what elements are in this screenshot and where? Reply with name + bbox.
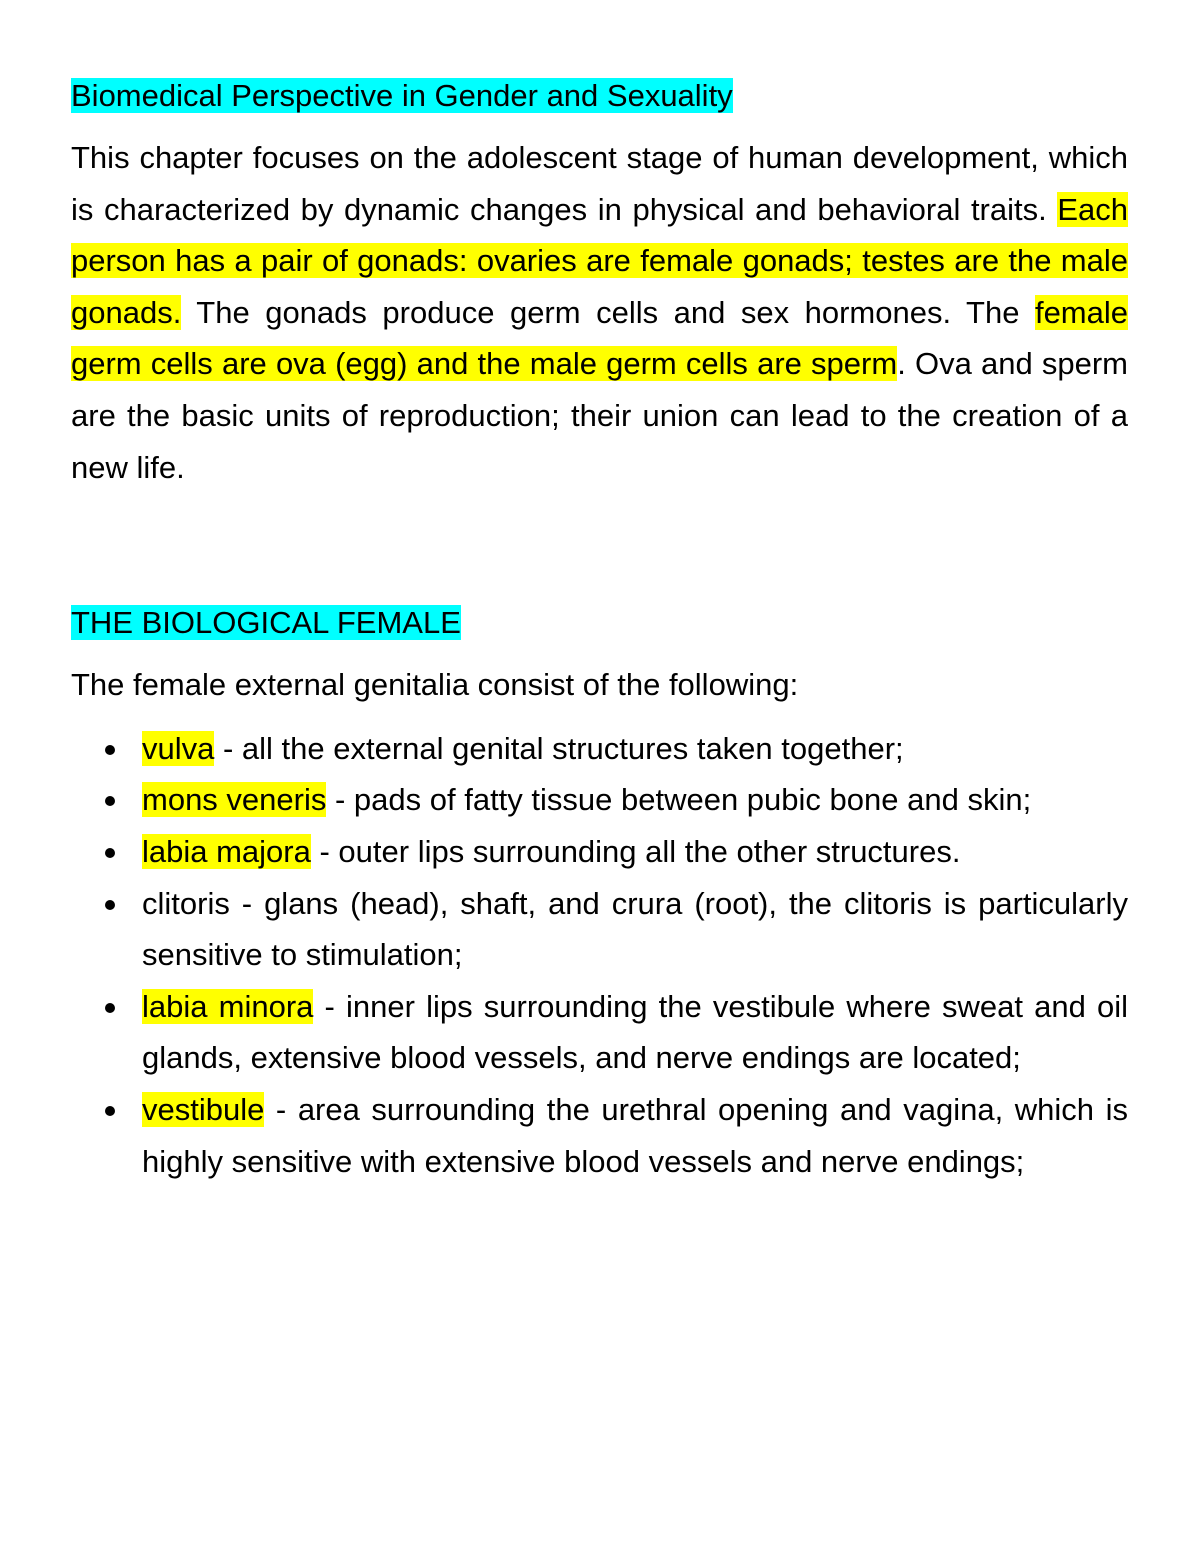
list-item-term: labia minora [142,988,314,1024]
list-intro: The female external genitalia consist of the following: [71,667,799,703]
section-heading [71,597,1128,649]
genitalia-list [71,723,1128,1187]
intro-highlight-gonads: Each person has a pair of gonads: ovaries are female gonads; testes are the male gonads. [71,191,1128,330]
list-item-desc: - pads of fatty tissue between pubic bone and skin; [326,782,1032,818]
intro-text-1: This chapter focuses on the adolescent stage of human development, which is characterized by dynamic changes in physical and behavioral traits. [71,140,1128,227]
list-item-desc: - outer lips surrounding all the other structures. [310,833,961,869]
list-item-desc: - glans (head), shaft, and crura (root), the clitoris is particularly sensitive to stimulation; [142,885,1128,973]
bullet-icon [105,745,115,755]
list-item-desc: - area surrounding the urethral opening and vagina, which is highly sensitive with extensive blood vessels and nerve endings; [142,1091,1128,1179]
list-item-term: mons veneris [142,782,327,818]
bullet-icon [105,796,115,806]
list-item-term: labia majora [142,833,311,869]
document-page [71,70,1128,1187]
list-item [71,774,1128,826]
list-item [71,981,1128,1084]
list-item-term: vulva [142,730,215,766]
intro-highlight-germ-cells: female germ cells are ova (egg) and the male germ cells are sperm [71,294,1128,382]
section-heading-text: THE BIOLOGICAL FEMALE [71,605,461,641]
intro-paragraph [71,132,1128,493]
intro-text-3: . Ova and sperm are the basic units of reproduction; their union can lead to the creation of a new life. [71,346,1128,485]
list-item-desc: - all the external genital structures taken together; [214,730,904,766]
bullet-icon [105,1003,115,1013]
intro-text-2: The gonads produce germ cells and sex hormones. The [181,294,1035,330]
list-item-term: clitoris [142,885,230,921]
list-item [71,878,1128,981]
document-title-text: Biomedical Perspective in Gender and Sexuality [71,78,733,113]
list-item-term: vestibule [142,1091,265,1127]
bullet-icon [105,848,115,858]
list-item [71,826,1128,878]
bullet-icon [105,1106,115,1116]
list-item [71,723,1128,775]
document-title [71,70,1128,122]
list-item-desc: - inner lips surrounding the vestibule where sweat and oil glands, extensive blood vessels, and nerve endings are located; [142,988,1128,1076]
bullet-icon [105,900,115,910]
list-item [71,1084,1128,1187]
